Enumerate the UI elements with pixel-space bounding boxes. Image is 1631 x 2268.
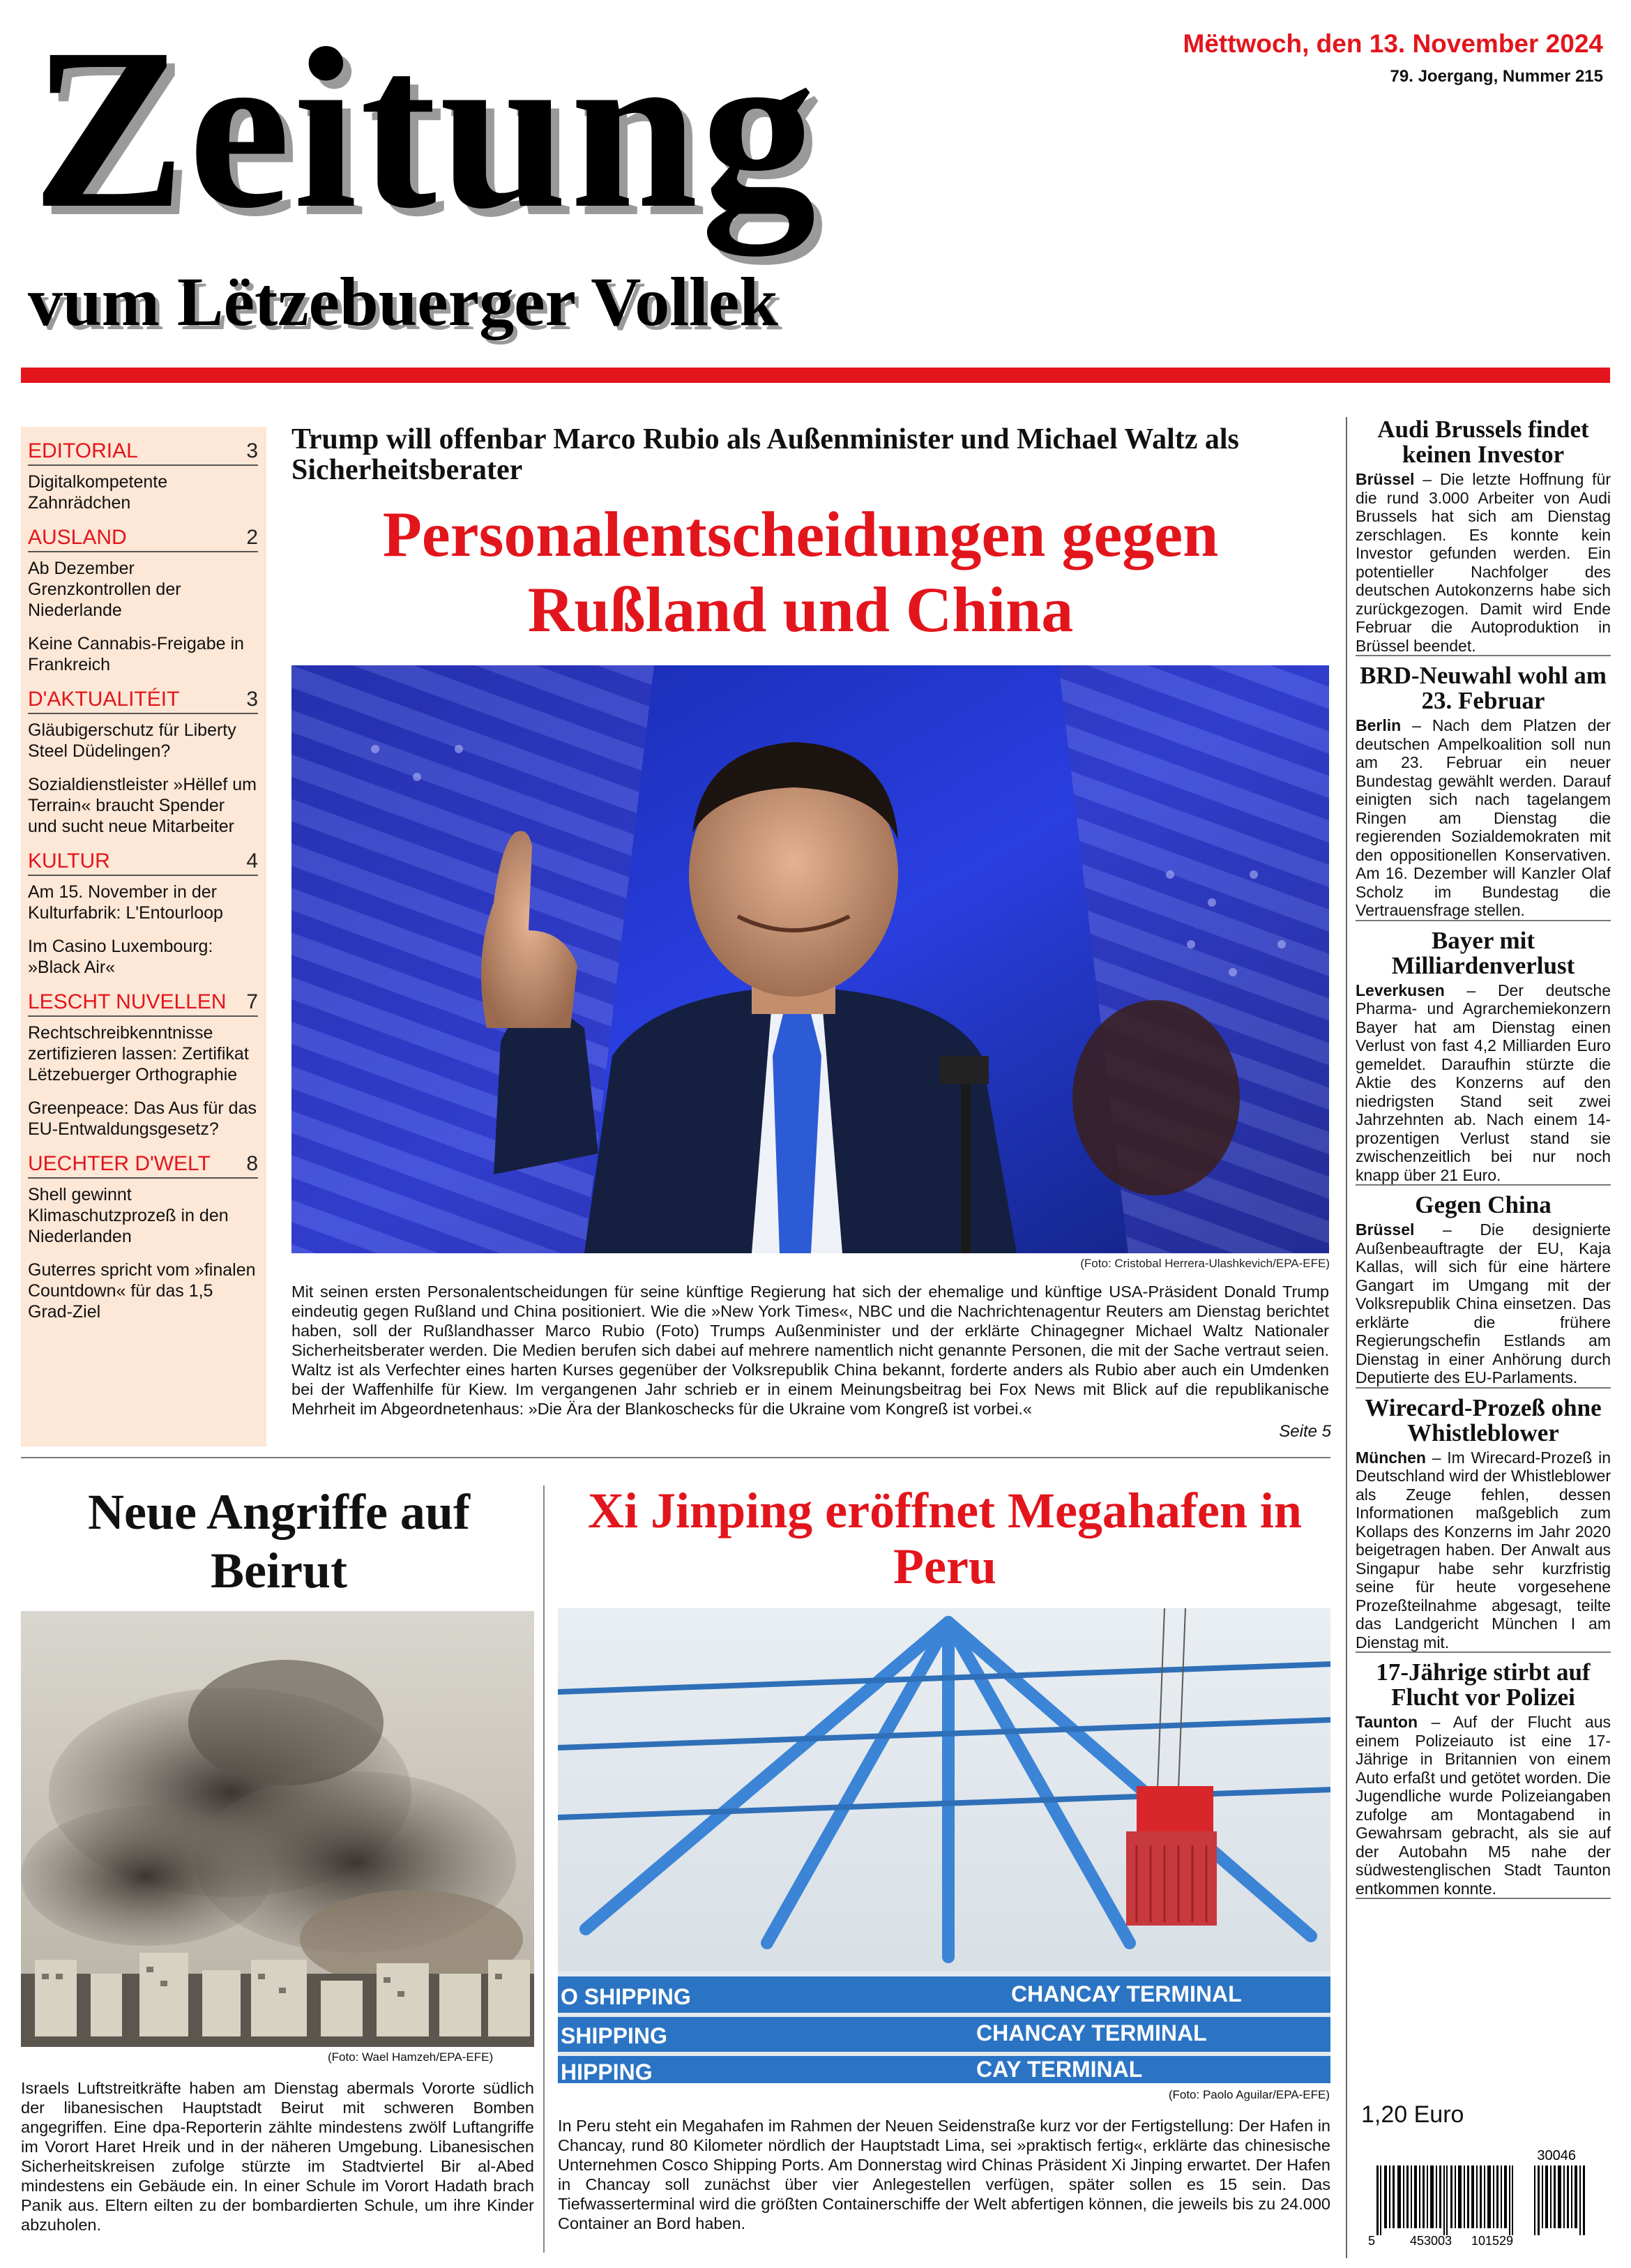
photo-sign-text: O SHIPPING [561, 1984, 691, 2009]
index-page-number: 3 [246, 688, 258, 711]
brief-headline[interactable]: Audi Brussels findet keinen Investor [1377, 416, 1589, 468]
masthead-subtitle: vum Lëtzebuerger Vollek [28, 263, 778, 340]
brief-body: – Auf der Flucht aus einem Polizeiauto ist eine 17-Jährige in Britannien von einem Auto erfaßt und getötet worden. Die Jugendliche wurde Polizeiangaben zufolge am Montagabend in Gewahrsam gebracht, als sie auf der Autobahn M5 nahe der südwestenglischen Stadt Taunton entkommen konnte. [1356, 1713, 1611, 1898]
index-section-title[interactable]: EDITORIAL [28, 439, 138, 462]
index-section-title[interactable]: UECHTER D'WELT [28, 1152, 211, 1175]
news-brief [1356, 417, 1611, 656]
photo-credit: (Foto: Wael Hamzeh/EPA-EFE) [328, 2050, 494, 2064]
index-section-title[interactable]: D'AKTUALITÉIT [28, 688, 180, 711]
brief-body: – Die designierte Außenbeauftragte der EU, Kaja Kallas, will sich für eine härtere Gangart im Umgang mit der Volksrepublik China einsetzen. Das erklärte die frühere Regierungschefin Estlands am Dienstag in einer Anhörung durch Deputierte des EU-Parlaments. [1356, 1220, 1611, 1386]
brief-headline[interactable]: BRD-Neuwahl wohl am 23. Februar [1360, 662, 1607, 714]
barcode-addon-number: 30046 [1537, 2148, 1576, 2163]
brief-dateline: Brüssel [1356, 470, 1415, 488]
photo-sign-text: CAY TERMINAL [976, 2057, 1143, 2082]
masthead-rule [21, 368, 1610, 383]
index-item[interactable]: Am 15. November in der Kulturfabrik: L'Entourloop [28, 882, 223, 923]
news-brief [1356, 1393, 1611, 1654]
index-page-number: 3 [246, 439, 258, 462]
beirut-photo [21, 1611, 534, 2047]
brief-headline[interactable]: Wirecard-Prozeß ohne Whistleblower [1365, 1393, 1602, 1446]
index-page-number: 7 [246, 990, 258, 1013]
news-brief [1356, 1660, 1611, 1899]
index-item[interactable]: Im Casino Luxembourg: »Black Air« [28, 937, 213, 977]
brief-text [1356, 981, 1611, 1185]
lead-headline[interactable]: Personalentscheidungen gegen Rußland und China [382, 499, 1219, 645]
index-section-title[interactable]: AUSLAND [28, 526, 127, 549]
brief-dateline: München [1356, 1448, 1426, 1467]
index-item[interactable]: Ab Dezember Grenzkontrollen der Niederlande [28, 559, 181, 620]
brief-headline[interactable]: Gegen China [1415, 1191, 1552, 1218]
column-divider [543, 1485, 545, 2253]
photo-sign-text: CHANCAY TERMINAL [976, 2020, 1207, 2046]
index-item[interactable]: Sozialdienstleister »Hëllef um Terrain« braucht Spender und sucht neue Mitarbeiter [28, 775, 257, 836]
photo-sign-text: CHANCAY TERMINAL [1011, 1981, 1242, 2006]
lead-kicker: Trump will offenbar Marco Rubio als Außenminister und Michael Waltz als Sicherheitsberater [291, 423, 1239, 486]
index-item[interactable]: Gläubigerschutz für Liberty Steel Düdelingen? [28, 720, 236, 761]
beirut-body: Israels Luftstreitkräfte haben am Dienstag abermals Vororte südlich der libanesischen Hauptstadt Beirut mit schweren Bomben angegriffen. Eine dpa-Reporterin zählte mindestens zwölf Luftangriffe im Vorort Haret Hreik und in der näheren Umgebung. Libanesischen Sicherheitskreisen zufolge stürzte im Stadtviertel Bir al-Abed mindestens ein Gebäude ein. In einer Schule im Vorort Hadath brach Panik aus. Eltern eilten zu der bombardierten Schule, um ihre Kinder abzuholen. [21, 2079, 534, 2234]
brief-text [1356, 1449, 1611, 1652]
barcode-digits: 101529 [1471, 2234, 1514, 2248]
photo-credit: (Foto: Paolo Aguilar/EPA-EFE) [1168, 2088, 1330, 2101]
brief-headline[interactable]: Bayer mit Milliardenverlust [1391, 926, 1575, 979]
news-brief [1356, 928, 1611, 1186]
barcode-digit: 5 [1368, 2234, 1376, 2248]
brief-text [1356, 1220, 1611, 1387]
index-page-number: 4 [246, 849, 258, 872]
barcode-image [1367, 2145, 1604, 2249]
brief-text [1356, 470, 1611, 655]
index-section [28, 439, 258, 513]
beirut-headline[interactable]: Neue Angriffe auf Beirut [88, 1484, 470, 1598]
index-item[interactable]: Guterres spricht vom »finalen Countdown« für das 1,5 Grad-Ziel [28, 1260, 256, 1322]
index-section [28, 688, 258, 837]
brief-dateline: Brüssel [1356, 1220, 1415, 1239]
peru-body: In Peru steht ein Megahafen im Rahmen der Neuen Seidenstraße kurz vor der Fertigstellung: Der Hafen in Chancay, rund 80 Kilometer nördlich der Hauptstadt Lima, sei »praktisch fertig«, erklärte das chinesische Unternehmen Cosco Shipping Ports. Am Donnerstag wird Chinas Präsident Xi Jinping erwartet. Der Hafen in Chancay soll zunächst über vier Anlegestellen verfügen, später sollen es 15 sein. Das Tiefwasserterminal wird die größten Containerschiffe der Welt abfertigen können, die jeweils bis zu 24.000 Container an Bord haben. [558, 2117, 1330, 2232]
brief-dateline: Leverkusen [1356, 981, 1445, 999]
brief-text [1356, 716, 1611, 920]
photo-credit: (Foto: Cristobal Herrera-Ulashkevich/EPA-EFE) [1080, 1257, 1330, 1270]
brief-dateline: Taunton [1356, 1713, 1418, 1731]
brief-headline[interactable]: 17-Jährige stirbt auf Flucht vor Polizei [1376, 1658, 1591, 1711]
barcode [1367, 2145, 1604, 2249]
brief-text [1356, 1713, 1611, 1898]
news-briefs-column [1346, 417, 1611, 2258]
news-brief [1356, 1193, 1611, 1389]
issue-number: 79. Joergang, Nummer 215 [1390, 67, 1603, 86]
photo-sign-text: HIPPING [561, 2059, 653, 2083]
page-reference[interactable]: Seite 5 [1279, 1422, 1331, 1441]
lead-body: Mit seinen ersten Personalentscheidungen für seine künftige Regierung hat sich der ehemalige und künftige USA-Präsident Donald Trump eindeutig gegen Rußland und China positioniert. Wie die »New York Times«, NBC und die Nachrichtenagentur Reuters am Dienstag berichtet haben, soll der Rußlandhasser Marco Rubio (Foto) Trumps Außenminister und der erklärte Chinagegner Michael Waltz Nationaler Sicherheitsberater werden. Die Medien berufen sich dabei auf mehrere namentlich nicht genannte Personen, die mit der Sache vertraut seien. Waltz ist als Verfechter eines harten Kurses gegenüber der Volksrepublik China bekannt, forderte anders als Rubio aber auch ein Umdenken bei der Waffenhilfe für Kiew. Im vergangenen Jahr schrieb er in einem Meinungsbeitrag bei Fox News mit Blick auf die republikanische Mehrheit im Abgeordnetenhaus: »Die Ära der Blankoschecks für die Ukraine vom Kongreß ist vorbei.« [291, 1283, 1329, 1418]
photo-sign-text: SHIPPING [561, 2023, 667, 2048]
peru-photo-image [558, 1608, 1330, 2083]
brief-dateline: Berlin [1356, 716, 1402, 734]
brief-body: – Der deutsche Pharma- und Agrarchemiekonzern Bayer hat am Dienstag einen Verlust von fast 4,2 Milliarden Euro gemeldet. Daraufhin stürzte die Aktie des Konzerns auf den niedrigsten Stand seit zwei Jahrzehnten ab. Nach einem 14-prozentigen Verlust stand sie zwischenzeitlich bei nur noch knapp über 21 Euro. [1356, 981, 1611, 1184]
index-section [28, 849, 258, 978]
barcode-digits: 453003 [1410, 2234, 1452, 2248]
masthead-title: Zeitung [32, 1, 819, 256]
brief-body: – Die letzte Hoffnung für die rund 3.000 Arbeiter von Audi Brussels hat sich am Dienstag zerschlagen. Es konnte kein Investor gefunden werden. Ein potentieller Nachfolger des deutschen Autokonzerns habe sich zurückgezogen. Damit wird Ende Februar die Autoproduktion in Brüssel beendet. [1356, 470, 1611, 655]
issue-date: Mëttwoch, den 13. November 2024 [1183, 29, 1603, 58]
cover-price: 1,20 Euro [1361, 2101, 1464, 2128]
index-section-title[interactable]: LESCHT NUVELLEN [28, 990, 227, 1013]
index-section-title[interactable]: KULTUR [28, 849, 110, 872]
index-page-number: 8 [246, 1152, 258, 1175]
index-item[interactable]: Shell gewinnt Klimaschutzprozeß in den Niederlanden [28, 1185, 229, 1246]
news-brief [1356, 663, 1611, 921]
contents-index [21, 427, 266, 1446]
lead-photo [291, 665, 1329, 1253]
peru-headline[interactable]: Xi Jinping eröffnet Megahafen in Peru [588, 1483, 1302, 1594]
index-section [28, 1152, 258, 1322]
index-item[interactable]: Keine Cannabis-Freigabe in Frankreich [28, 634, 244, 674]
index-item[interactable]: Digitalkompetente Zahnrädchen [28, 472, 168, 513]
index-page-number: 2 [246, 526, 258, 549]
index-item[interactable]: Rechtschreibkenntnisse zertifizieren lassen: Zertifikat Lëtzebuerger Orthographie [28, 1023, 249, 1084]
brief-body: – Im Wirecard-Prozeß in Deutschland wird der Whistleblower als Zeuge fehlen, dessen Informationen maßgeblich zum Kollaps des Konzerns im Jahr 2020 beigetragen haben. Der Anwalt aus Singapur habe sehr kurzfristig seine für heute vorgesehene Prozeßteilnahme abgesagt, teilte das Landgericht München I am Dienstag mit. [1356, 1448, 1611, 1651]
section-divider [21, 1457, 1330, 1458]
index-section [28, 990, 258, 1140]
brief-body: – Nach dem Platzen der deutschen Ampelkoalition soll nun am 23. Februar ein neuer Bundestag gewählt werden. Darauf einigten sich nach tagelangem Ringen am Dienstag die regierenden Sozialdemokraten mit den oppositionellen Konservativen. Am 16. Dezember will Kanzler Olaf Scholz im Bundestag die Vertrauensfrage stellen. [1356, 716, 1611, 919]
beirut-photo-image [21, 1611, 534, 2047]
index-section [28, 526, 258, 675]
index-item[interactable]: Greenpeace: Das Aus für das EU-Entwaldungsgesetz? [28, 1098, 257, 1139]
lead-photo-image [291, 665, 1329, 1253]
peru-photo [558, 1608, 1330, 2083]
